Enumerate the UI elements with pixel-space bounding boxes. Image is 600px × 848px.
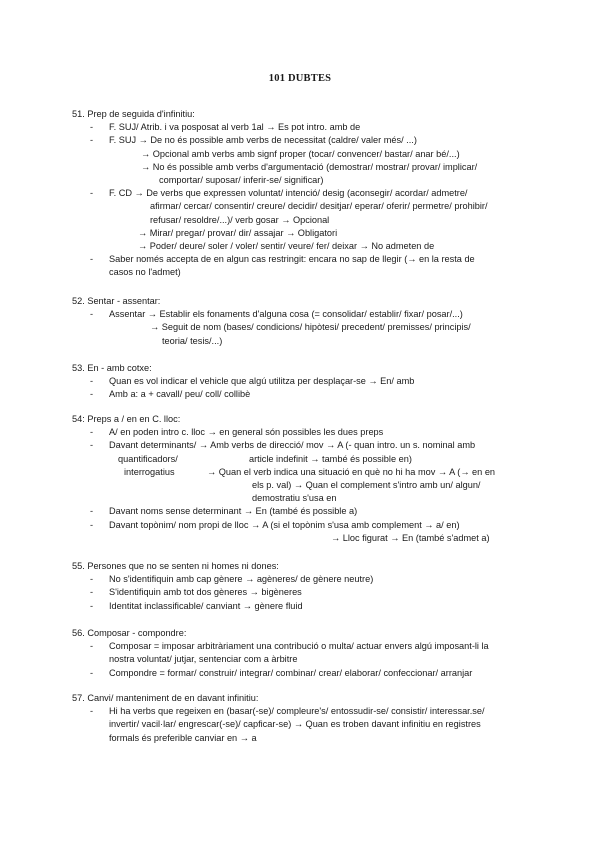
page-title: 101 DUBTES (268, 73, 332, 84)
list-item: - Davant determinants/ → Amb verbs de direcció/ mov → A (- quan intro. un s. nominal amb (72, 439, 542, 452)
bullet-dash: - (90, 667, 94, 678)
sub-line: teoria/ tesis/...) (162, 335, 223, 346)
list-item: - Hi ha verbs que regeixen en (basar(-se)/ compleure's/ entossudir-se/ consistir/ interessar.se/ (72, 705, 542, 718)
sub-line: afirmar/ cercar/ consentir/ creure/ decidir/ desitjar/ eperar/ oferir/ permetre/ prohibir/ (150, 201, 488, 212)
list-item: - F. SUJ → De no és possible amb verbs de necessitat (caldre/ valer més/ ...) (72, 134, 542, 147)
list-item: - Saber només accepta de en algun cas restringit: encara no sap de llegir (→ en la resta de (72, 253, 542, 266)
list-item: - Identitat inclassificable/ canviant → gènere fluid (72, 600, 542, 613)
bullet-dash: - (90, 254, 94, 265)
sub-line: els p. val) → Quan el complement s'intro amb un/ algun/ (252, 479, 481, 490)
bullet-dash: - (90, 135, 94, 146)
sub-line: interrogatius → Quan el verb indica una situació en què no hi ha mov → A (→ en en (124, 466, 496, 477)
section-53 (72, 362, 542, 402)
section-heading: 57. Canvi/ manteniment de en davant infinitiu: (72, 693, 259, 703)
sub-line: demostratiu s'usa en (252, 493, 337, 504)
bullet-dash: - (90, 188, 94, 199)
sub-line: → Lloc figurat → En (també s'admet a) (331, 532, 490, 543)
sub-line: → Poder/ deure/ soler / voler/ sentir/ veure/ fer/ deixar → No admeten de (138, 241, 435, 252)
bullet-dash: - (90, 600, 94, 611)
sub-line: quantificadors/ article indefinit → també és possible en) (118, 453, 412, 464)
sub-line: → Mirar/ pregar/ provar/ dir/ assajar → Obligatori (138, 227, 338, 238)
list-item: - Davant noms sense determinant → En (també és possible a) (72, 505, 542, 518)
section-51 (72, 108, 542, 280)
sub-line: → No és possible amb verbs d'argumentació (demostrar/ mostrar/ provar/ implicar/ (141, 161, 478, 172)
bullet-dash: - (90, 574, 94, 585)
sub-line: formals és preferible canviar en → a (109, 732, 257, 743)
list-item: - F. CD → De verbs que expressen voluntat/ intenció/ desig (aconsegir/ acordar/ admetre/ (72, 187, 542, 200)
bullet-dash: - (90, 706, 94, 717)
section-heading: 52. Sentar - assentar: (72, 296, 161, 306)
section-heading: 56. Composar - compondre: (72, 628, 187, 638)
list-item: - No s'identifiquin amb cap gènere → agèneres/ de gènere neutre) (72, 573, 542, 586)
bullet-dash: - (90, 587, 94, 598)
list-item: - Assentar → Establir els fonaments d'alguna cosa (= consolidar/ establir/ fixar/ posar/...) (72, 308, 542, 321)
section-55 (72, 560, 542, 613)
sub-line: refusar/ resoldre/...)/ verb gosar → Opcional (150, 214, 330, 225)
list-item: - S'identifiquin amb tot dos gèneres → bigèneres (72, 586, 542, 599)
section-54 (72, 413, 542, 545)
bullet-dash: - (90, 440, 94, 451)
sub-line: nostra voluntat/ jutjar, sentenciar com a àrbitre (109, 654, 298, 665)
section-52 (72, 295, 542, 348)
list-item: - Amb a: a + cavall/ peu/ coll/ collibè (72, 388, 542, 401)
list-item: - Compondre = formar/ construir/ integrar/ combinar/ crear/ elaborar/ confeccionar/ arranjar (72, 667, 542, 680)
sub-line: casos no l'admet) (109, 267, 181, 278)
section-heading: 51. Prep de seguida d'infinitiu: (72, 109, 195, 119)
sub-line: comportar/ suposar/ inferir-se/ significar) (159, 175, 324, 186)
list-item: - Davant topònim/ nom propi de lloc → A (si el topònim s'usa amb complement → a/ en) (72, 519, 542, 532)
section-heading: 55. Persones que no se senten ni homes ni dones: (72, 561, 279, 571)
bullet-dash: - (90, 376, 94, 387)
section-56 (72, 627, 542, 680)
bullet-dash: - (90, 506, 94, 517)
list-item: - F. SUJ/ Atrib. i va posposat al verb 1al → Es pot intro. amb de (72, 121, 542, 134)
bullet-dash: - (90, 389, 94, 400)
section-heading: 54: Preps a / en en C. lloc: (72, 414, 181, 424)
bullet-dash: - (90, 122, 94, 133)
section-57 (72, 692, 542, 745)
sub-line: → Opcional amb verbs amb signf proper (tocar/ convencer/ bastar/ anar bé/...) (141, 148, 460, 159)
list-item: - Composar = imposar arbitràriament una contribució o multa/ actuar envers algú imposant-li la (72, 640, 542, 653)
bullet-dash: - (90, 309, 94, 320)
list-item: - A/ en poden intro c. lloc → en general són possibles les dues preps (72, 426, 542, 439)
sub-line: → Seguit de nom (bases/ condicions/ hipòtesi/ precedent/ premisses/ principis/ (150, 322, 471, 333)
list-item: - Quan es vol indicar el vehicle que algú utilitza per desplaçar-se → En/ amb (72, 375, 542, 388)
sub-line: invertir/ vacil·lar/ engrescar(-se)/ capficar-se) → Quan es troben davant infinitiu en registres (109, 719, 481, 730)
bullet-dash: - (90, 641, 94, 652)
bullet-dash: - (90, 427, 94, 438)
section-heading: 53. En - amb cotxe: (72, 363, 152, 373)
bullet-dash: - (90, 519, 94, 530)
